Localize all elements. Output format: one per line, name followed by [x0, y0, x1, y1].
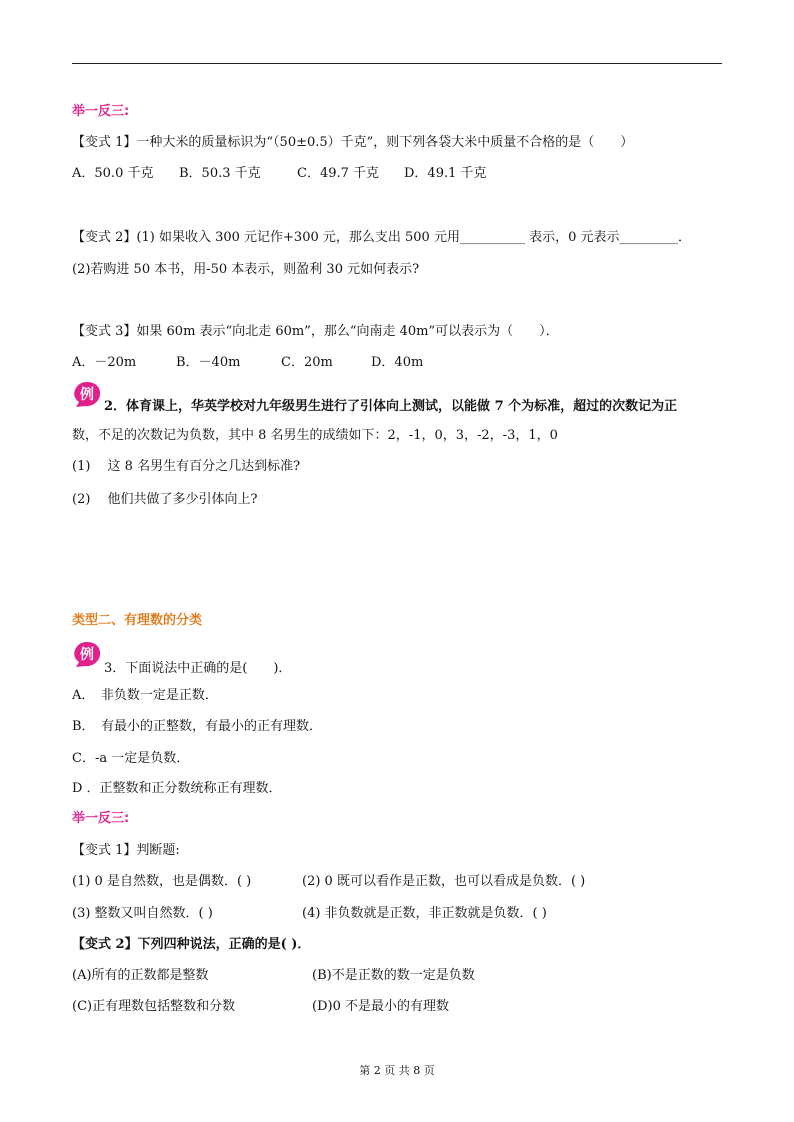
- example-badge-label: 例: [80, 647, 94, 663]
- option-a: A．－20m: [72, 355, 137, 370]
- variant-2-line-1: 【变式 2】(1) 如果收入 300 元记作+300 元，那么支出 500 元用__________ 表示，0 元表示_________．: [72, 230, 691, 245]
- choice-item: (D)0 不是最小的有理数: [312, 999, 449, 1014]
- option-b: B．50.3 千克: [179, 166, 261, 181]
- page-footer: 第 2 页 共 8 页: [359, 1064, 435, 1077]
- example-2-text: 2．体育课上，华英学校对九年级男生进行了引体向上测试，以能做 7 个为标准，超过的次数记为正: [104, 399, 678, 414]
- choice-item: (B)不是正数的数一定是负数: [312, 968, 475, 983]
- variant-2-line-2: (2)若购进 50 本书，用-50 本表示，则盈利 30 元如何表示?: [72, 262, 420, 277]
- variant-2b-title: 【变式 2】下列四种说法，正确的是( )．: [72, 937, 311, 952]
- example-3-stem: 3．下面说法中正确的是( )．: [104, 661, 292, 676]
- option-d: D．40m: [371, 355, 424, 370]
- example-2-line-1: [104, 398, 677, 416]
- judgement-item: (4) 非负数就是正数，非正数就是负数．( ): [302, 906, 547, 921]
- variant-1b-title: 【变式 1】判断题:: [72, 843, 180, 858]
- option-a: A．50.0 千克: [72, 166, 154, 181]
- option-b: B．－40m: [176, 355, 241, 370]
- choice-item: (A)所有的正数都是整数: [72, 968, 209, 983]
- example-badge-icon: [72, 380, 102, 408]
- example-3-option-c: C．-a 一定是负数．: [72, 751, 190, 766]
- example-badge-icon: [72, 640, 102, 668]
- choice-row-1: [72, 967, 475, 985]
- example-3-option-a: A． 非负数一定是正数．: [72, 688, 218, 703]
- judgement-row-2: [72, 905, 547, 923]
- judgement-item: (1) 0 是自然数，也是偶数．( ): [72, 874, 252, 889]
- example-2-line-2: 数，不足的次数记为负数，其中 8 名男生的成绩如下：2，-1，0，3，-2，-3，1，0: [72, 428, 558, 443]
- header-rule: [72, 63, 722, 64]
- choice-item: (C)正有理数包括整数和分数: [72, 999, 236, 1014]
- option-d: D．49.1 千克: [404, 166, 487, 181]
- example-3-option-d: D ．正整数和正分数统称正有理数．: [72, 781, 282, 796]
- section-heading: 举一反三:: [72, 104, 130, 119]
- judgement-item: (3) 整数又叫自然数．( ): [72, 906, 213, 921]
- judgement-item: (2) 0 既可以看作是正数，也可以看成是负数．( ): [302, 874, 586, 889]
- example-2-q1: (1) 这 8 名男生有百分之几达到标准?: [72, 459, 301, 474]
- type-2-heading: 类型二、有理数的分类: [72, 613, 203, 628]
- variant-3-question: 【变式 3】如果 60m 表示“向北走 60m”，那么“向南走 40m”可以表示为（ ）．: [72, 324, 559, 339]
- choice-row-2: [72, 998, 449, 1016]
- section-heading: 举一反三:: [72, 811, 130, 826]
- example-2-q2: (2) 他们共做了多少引体向上?: [72, 492, 258, 507]
- variant-1-options: [72, 165, 487, 183]
- judgement-row-1: [72, 873, 585, 891]
- example-badge-label: 例: [80, 387, 94, 403]
- variant-3-options: [72, 354, 423, 372]
- option-c: C．20m: [281, 355, 333, 370]
- variant-1-question: 【变式 1】一种大米的质量标识为“（50±0.5）千克”，则下列各袋大米中质量不合格的是（ ）: [72, 135, 634, 150]
- example-3-option-b: B． 有最小的正整数，有最小的正有理数．: [72, 719, 323, 734]
- option-c: C．49.7 千克: [297, 166, 380, 181]
